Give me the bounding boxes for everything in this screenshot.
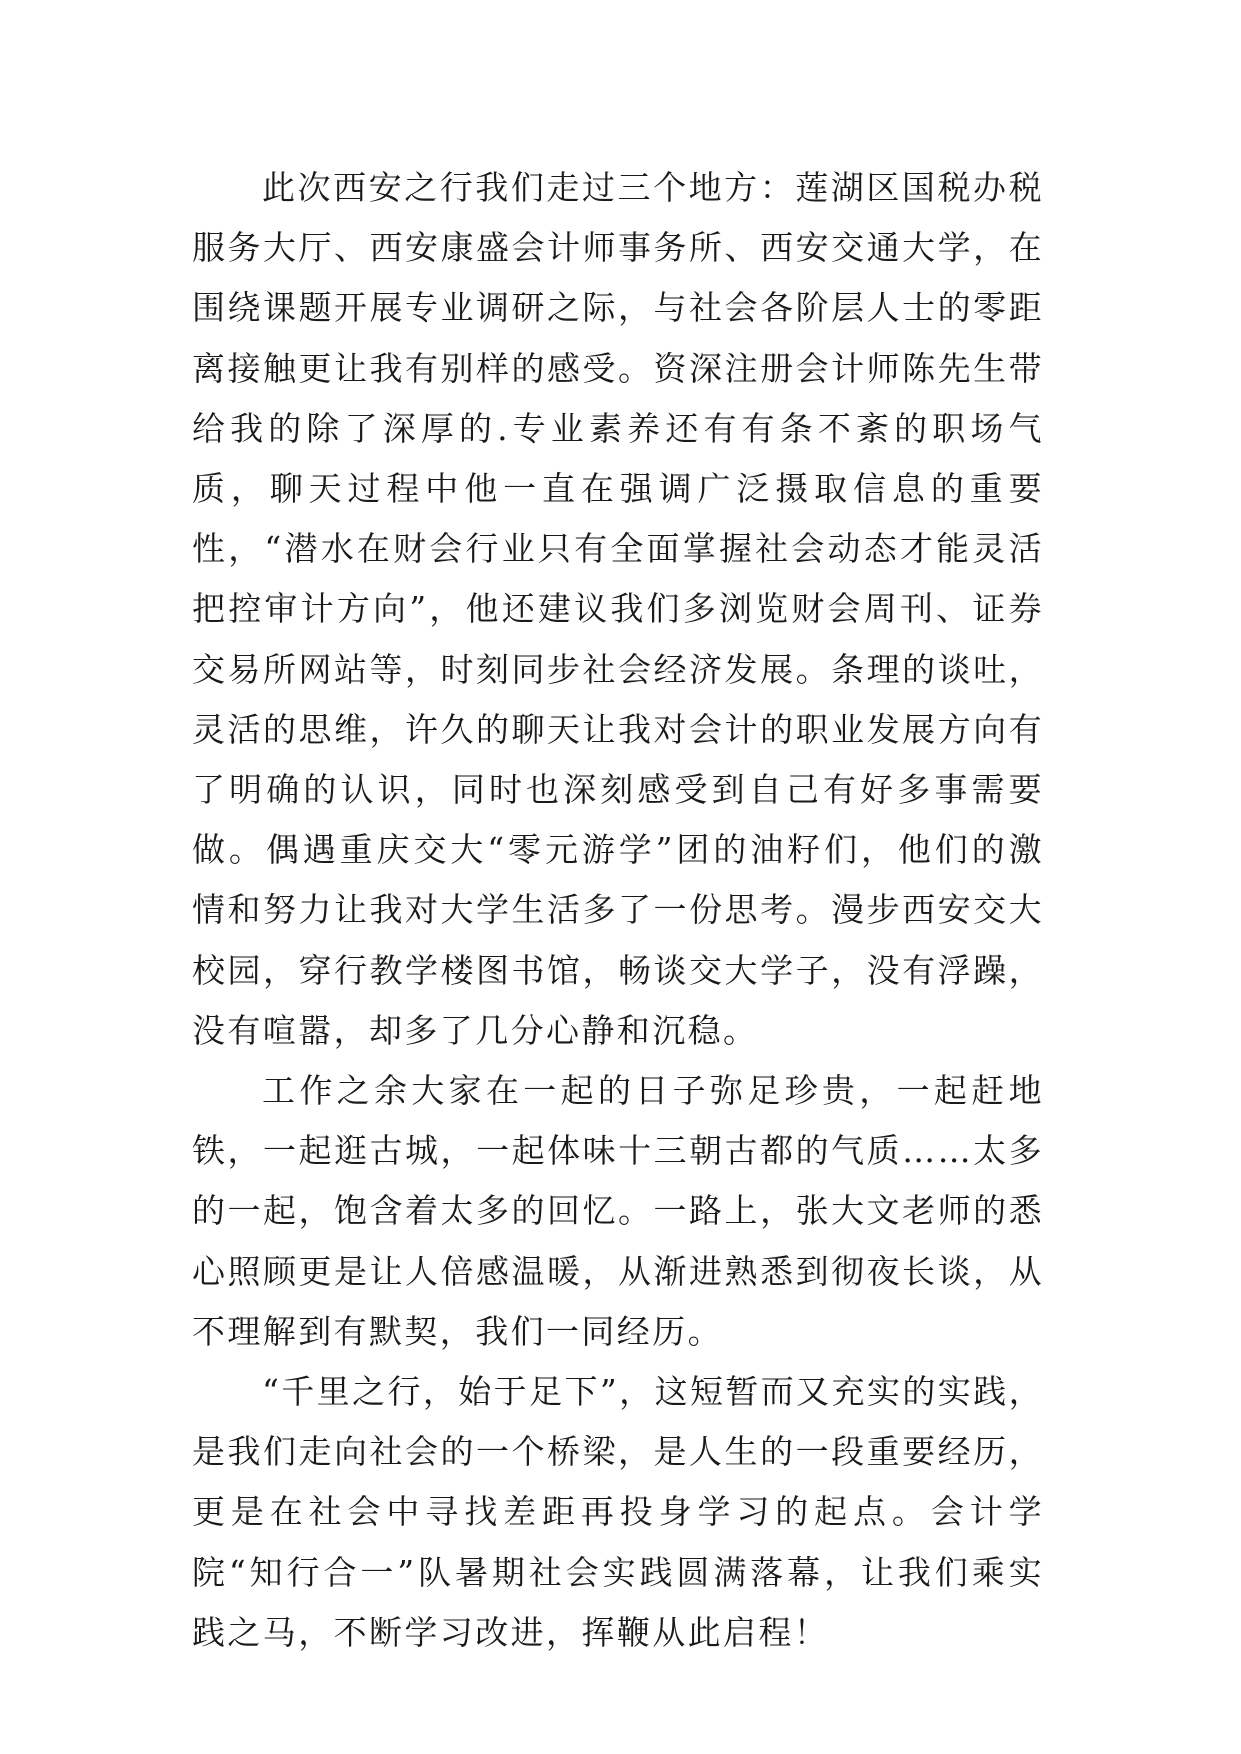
paragraph-xian-trip: 此次西安之行我们走过三个地方：莲湖区国税办税服务大厅、西安康盛会计师事务所、西安交通大学，在围绕课题开展专业调研之际，与社会各阶层人士的零距离接触更让我有别样的感受。资深注册会计师陈先生带给我的除了深厚的.专业素养还有有条不紊的职场气质，聊天过程中他一直在强调广泛摄取信息的重要性，“潜水在财会行业只有全面掌握社会动态才能灵活把控审计方向”，他还建议我们多浏览财会周刊、证券交易所网站等，时刻同步社会经济发展。条理的谈吐，灵活的思维，许久的聊天让我对会计的职业发展方向有了明确的认识，同时也深刻感受到自己有好多事需要做。偶遇重庆交大“零元游学”团的油籽们，他们的激情和努力让我对大学生活多了一份思考。漫步西安交大校园，穿行教学楼图书馆，畅谈交大学子，没有浮躁，没有喧嚣，却多了几分心静和沉稳。 (192, 168, 1044, 1050)
paragraph-conclusion: “千里之行，始于足下”，这短暂而又充实的实践，是我们走向社会的一个桥梁，是人生的一段重要经历，更是在社会中寻找差距再投身学习的起点。会计学院“知行合一”队暑期社会实践圆满落幕，让我们乘实践之马，不断学习改进，挥鞭从此启程！ (192, 1372, 1044, 1652)
paragraph-time-together: 工作之余大家在一起的日子弥足珍贵，一起赶地铁，一起逛古城，一起体味十三朝古都的气质……太多的一起，饱含着太多的回忆。一路上，张大文老师的悉心照顾更是让人倍感温暖，从渐进熟悉到彻夜长谈，从不理解到有默契，我们一同经历。 (192, 1071, 1044, 1351)
document-body (192, 158, 1044, 1663)
